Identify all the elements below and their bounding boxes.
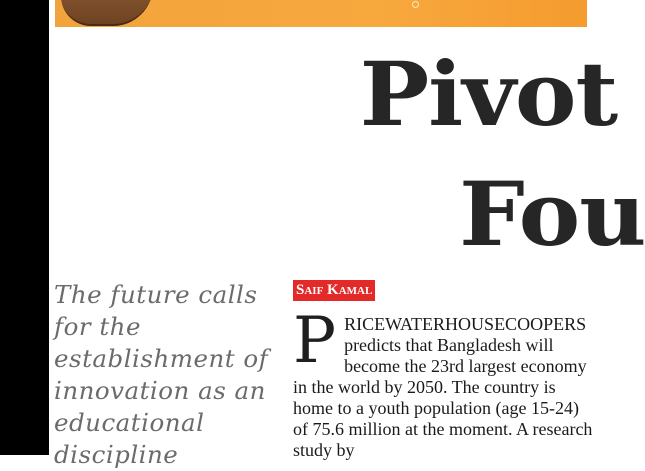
headline-line-2: Fou xyxy=(459,162,645,266)
top-banner xyxy=(55,0,587,27)
page-gutter xyxy=(0,0,49,455)
article-text: predicts that Bangladesh will become the 23rd largest economy in the world by 2050. The country is home to a youth population (age 15-24) of 75.6 million at the moment. A research study by xyxy=(293,335,593,460)
newspaper-page xyxy=(49,0,645,469)
pull-quote: The future calls for the establishment of innovation as an educational discipline xyxy=(54,280,269,469)
author-byline: Saif Kamal xyxy=(293,280,375,301)
banner-illustration xyxy=(61,0,153,26)
drop-cap: P xyxy=(293,304,337,378)
headline-line-1: Pivot xyxy=(359,42,618,146)
article-body xyxy=(293,304,593,461)
banner-decoration-icon xyxy=(412,1,419,8)
article-first-word: RICEWATERHOUSECOOPERS xyxy=(344,314,587,334)
